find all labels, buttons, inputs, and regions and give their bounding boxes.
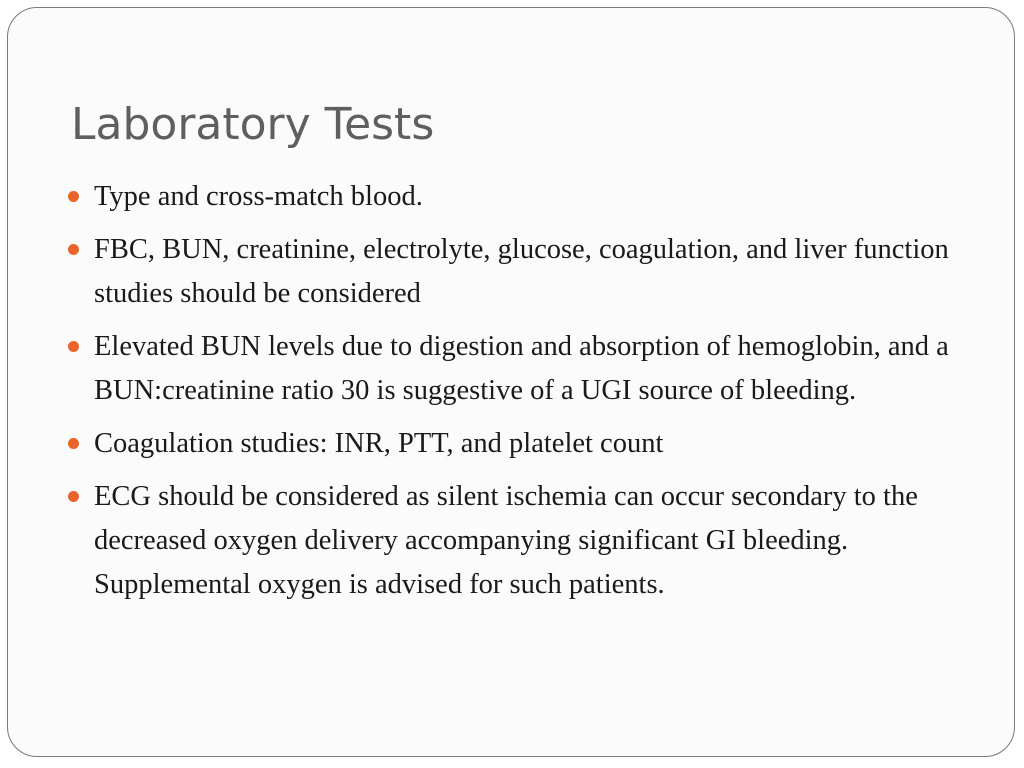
bullet-item-coagulation xyxy=(68,422,973,466)
bullet-dot-icon xyxy=(68,191,79,202)
bullet-text: ECG should be considered as silent ischemia can occur secondary to the decreased oxygen delivery accompanying significant GI bleeding. Supplemental oxygen is advised for such patients. xyxy=(94,481,918,600)
bullet-dot-icon xyxy=(68,341,79,352)
bullet-dot-icon xyxy=(68,438,79,449)
bullet-text: Coagulation studies: INR, PTT, and platelet count xyxy=(94,428,664,459)
bullet-item-bun-levels xyxy=(68,325,973,413)
slide-frame xyxy=(7,7,1015,757)
bullet-text: Type and cross-match blood. xyxy=(94,181,423,212)
slide-title: Laboratory Tests xyxy=(71,99,435,150)
bullet-text: FBC, BUN, creatinine, electrolyte, glucose, coagulation, and liver function studies should be considered xyxy=(94,234,949,309)
bullet-dot-icon xyxy=(68,244,79,255)
bullet-dot-icon xyxy=(68,491,79,502)
bullet-item-ecg xyxy=(68,475,973,607)
bullet-text: Elevated BUN levels due to digestion and absorption of hemoglobin, and a BUN:creatinine ratio 30 is suggestive of a UGI source of bleeding. xyxy=(94,331,949,406)
bullet-item-lab-panel xyxy=(68,228,973,316)
bullet-list xyxy=(68,175,973,616)
bullet-item-type-crossmatch xyxy=(68,175,973,219)
